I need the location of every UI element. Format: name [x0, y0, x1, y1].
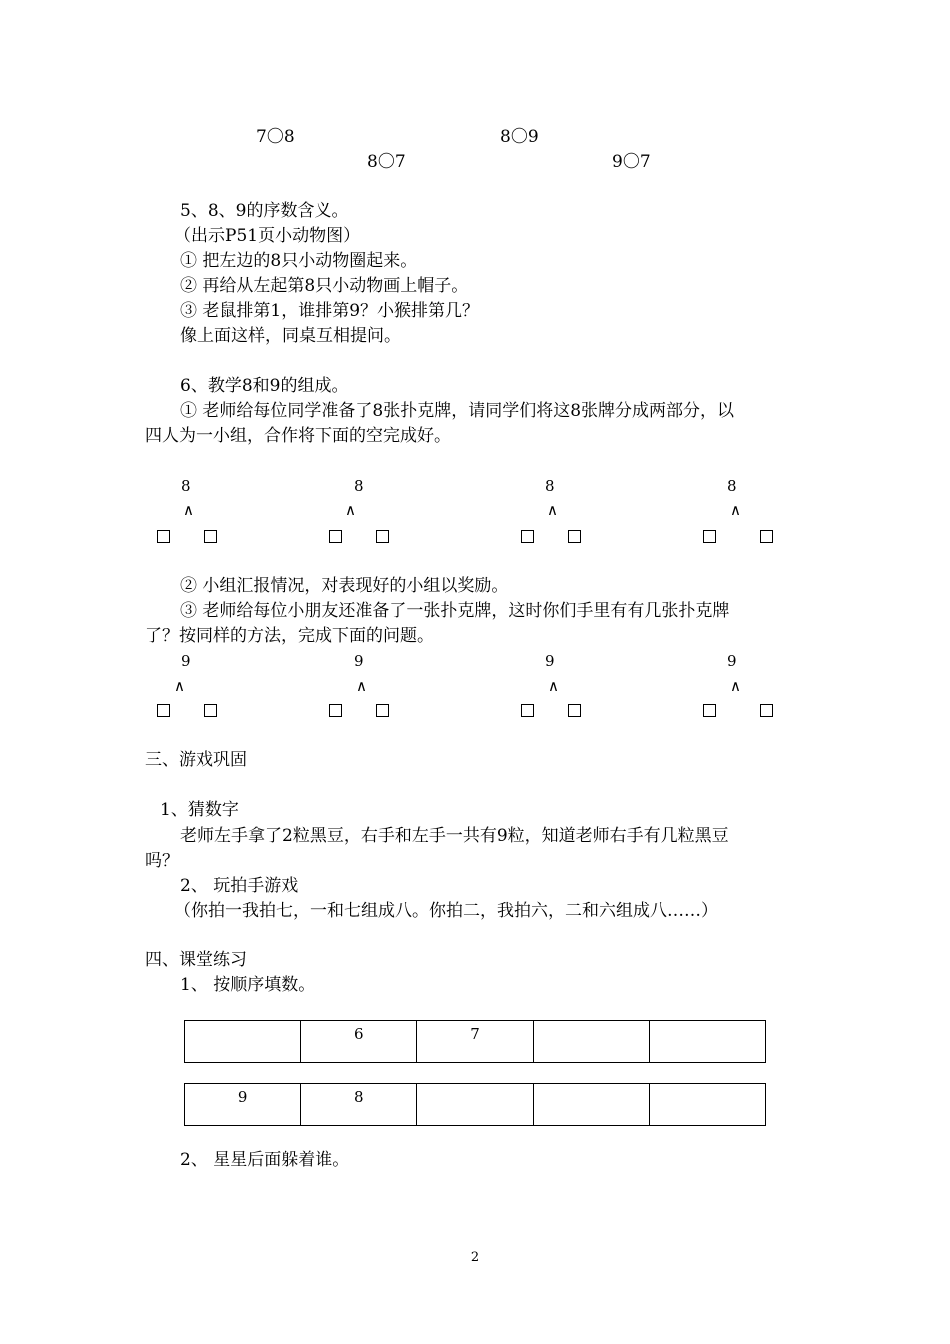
- section6-p3a: ③ 老师给每位小朋友还准备了一张扑克牌，这时你们手里有有几张扑克牌: [180, 601, 730, 621]
- answer-box[interactable]: [703, 530, 716, 543]
- split8-caret-1: ∧: [183, 501, 194, 519]
- compare-9-7: 9〇7: [612, 152, 651, 172]
- split9-boxes-2: [329, 704, 389, 717]
- answer-box[interactable]: [521, 704, 534, 717]
- section6-p2: ② 小组汇报情况，对表现好的小组以奖励。: [180, 576, 509, 596]
- answer-box[interactable]: [703, 704, 716, 717]
- table-cell[interactable]: [649, 1021, 765, 1063]
- compare-8-7: 8〇7: [367, 152, 406, 172]
- table-cell[interactable]: [185, 1021, 301, 1063]
- split8-number-3: 8: [545, 477, 555, 495]
- sequence-table-2: [184, 1083, 766, 1126]
- split8-boxes-4: [703, 530, 763, 543]
- split8-boxes-1: [157, 530, 217, 543]
- split8-caret-4: ∧: [730, 501, 741, 519]
- compare-7-8: 7〇8: [256, 127, 295, 147]
- part3-heading: 三、游戏巩固: [145, 750, 247, 770]
- split8-number-1: 8: [181, 477, 191, 495]
- game2-title: 2、 玩拍手游戏: [180, 876, 299, 896]
- section6-p1b: 四人为一小组，合作将下面的空完成好。: [145, 426, 451, 446]
- game1-text-a: 老师左手拿了2粒黑豆，右手和左手一共有9粒，知道老师右手有几粒黑豆: [180, 826, 729, 846]
- split8-boxes-2: [329, 530, 389, 543]
- section6-p1a: ① 老师给每位同学准备了8张扑克牌，请同学们将这8张牌分成两部分，以: [180, 401, 735, 421]
- game1-text-b: 吗？: [145, 851, 179, 871]
- table-cell[interactable]: 7: [417, 1021, 533, 1063]
- table-row: [185, 1084, 766, 1126]
- answer-box[interactable]: [157, 704, 170, 717]
- split8-number-2: 8: [354, 477, 364, 495]
- split8-boxes-3: [521, 530, 581, 543]
- split9-boxes-3: [521, 704, 581, 717]
- game1-title: 1、猜数字: [160, 800, 239, 820]
- exercise1-title: 1、 按顺序填数。: [180, 975, 316, 995]
- section5-q2: ② 再给从左起第8只小动物画上帽子。: [180, 276, 469, 296]
- section5-q4: 像上面这样，同桌互相提问。: [180, 326, 401, 346]
- compare-8-9: 8〇9: [500, 127, 539, 147]
- table-row: [185, 1021, 766, 1063]
- section5-q3: ③ 老鼠排第1，谁排第9？小猴排第几？: [180, 301, 480, 321]
- answer-box[interactable]: [204, 704, 217, 717]
- answer-box[interactable]: [157, 530, 170, 543]
- answer-box[interactable]: [760, 704, 773, 717]
- table-cell[interactable]: [417, 1084, 533, 1126]
- section6-p3b: 了？按同样的方法，完成下面的问题。: [145, 626, 434, 646]
- split8-number-4: 8: [727, 477, 737, 495]
- answer-box[interactable]: [329, 530, 342, 543]
- split9-number-4: 9: [727, 652, 737, 670]
- section5-q1: ① 把左边的8只小动物圈起来。: [180, 251, 418, 271]
- answer-box[interactable]: [568, 530, 581, 543]
- split8-caret-3: ∧: [547, 501, 558, 519]
- split9-number-2: 9: [354, 652, 364, 670]
- part4-heading: 四、课堂练习: [145, 950, 247, 970]
- section5-note: （出示P51页小动物图）: [174, 226, 361, 246]
- split9-caret-4: ∧: [730, 677, 741, 695]
- split9-number-1: 9: [181, 652, 191, 670]
- section6-title: 6、教学8和9的组成。: [180, 376, 349, 396]
- split9-boxes-4: [703, 704, 763, 717]
- answer-box[interactable]: [376, 530, 389, 543]
- split9-boxes-1: [157, 704, 217, 717]
- split9-caret-2: ∧: [356, 677, 367, 695]
- section5-title: 5、8、9的序数含义。: [180, 201, 349, 221]
- page-number: 2: [470, 1250, 480, 1265]
- answer-box[interactable]: [376, 704, 389, 717]
- answer-box[interactable]: [568, 704, 581, 717]
- answer-box[interactable]: [521, 530, 534, 543]
- table-cell[interactable]: [533, 1021, 649, 1063]
- answer-box[interactable]: [329, 704, 342, 717]
- table-cell[interactable]: 6: [301, 1021, 417, 1063]
- table-cell[interactable]: 8: [301, 1084, 417, 1126]
- table-cell[interactable]: [649, 1084, 765, 1126]
- split9-caret-1: ∧: [174, 677, 185, 695]
- split9-number-3: 9: [545, 652, 555, 670]
- sequence-table-1: [184, 1020, 766, 1063]
- split8-caret-2: ∧: [345, 501, 356, 519]
- answer-box[interactable]: [760, 530, 773, 543]
- game2-text: （你拍一我拍七，一和七组成八。你拍二，我拍六，二和六组成八……）: [174, 901, 718, 921]
- answer-box[interactable]: [204, 530, 217, 543]
- table-cell[interactable]: 9: [185, 1084, 301, 1126]
- table-cell[interactable]: [533, 1084, 649, 1126]
- exercise2-title: 2、 星星后面躲着谁。: [180, 1150, 350, 1170]
- split9-caret-3: ∧: [548, 677, 559, 695]
